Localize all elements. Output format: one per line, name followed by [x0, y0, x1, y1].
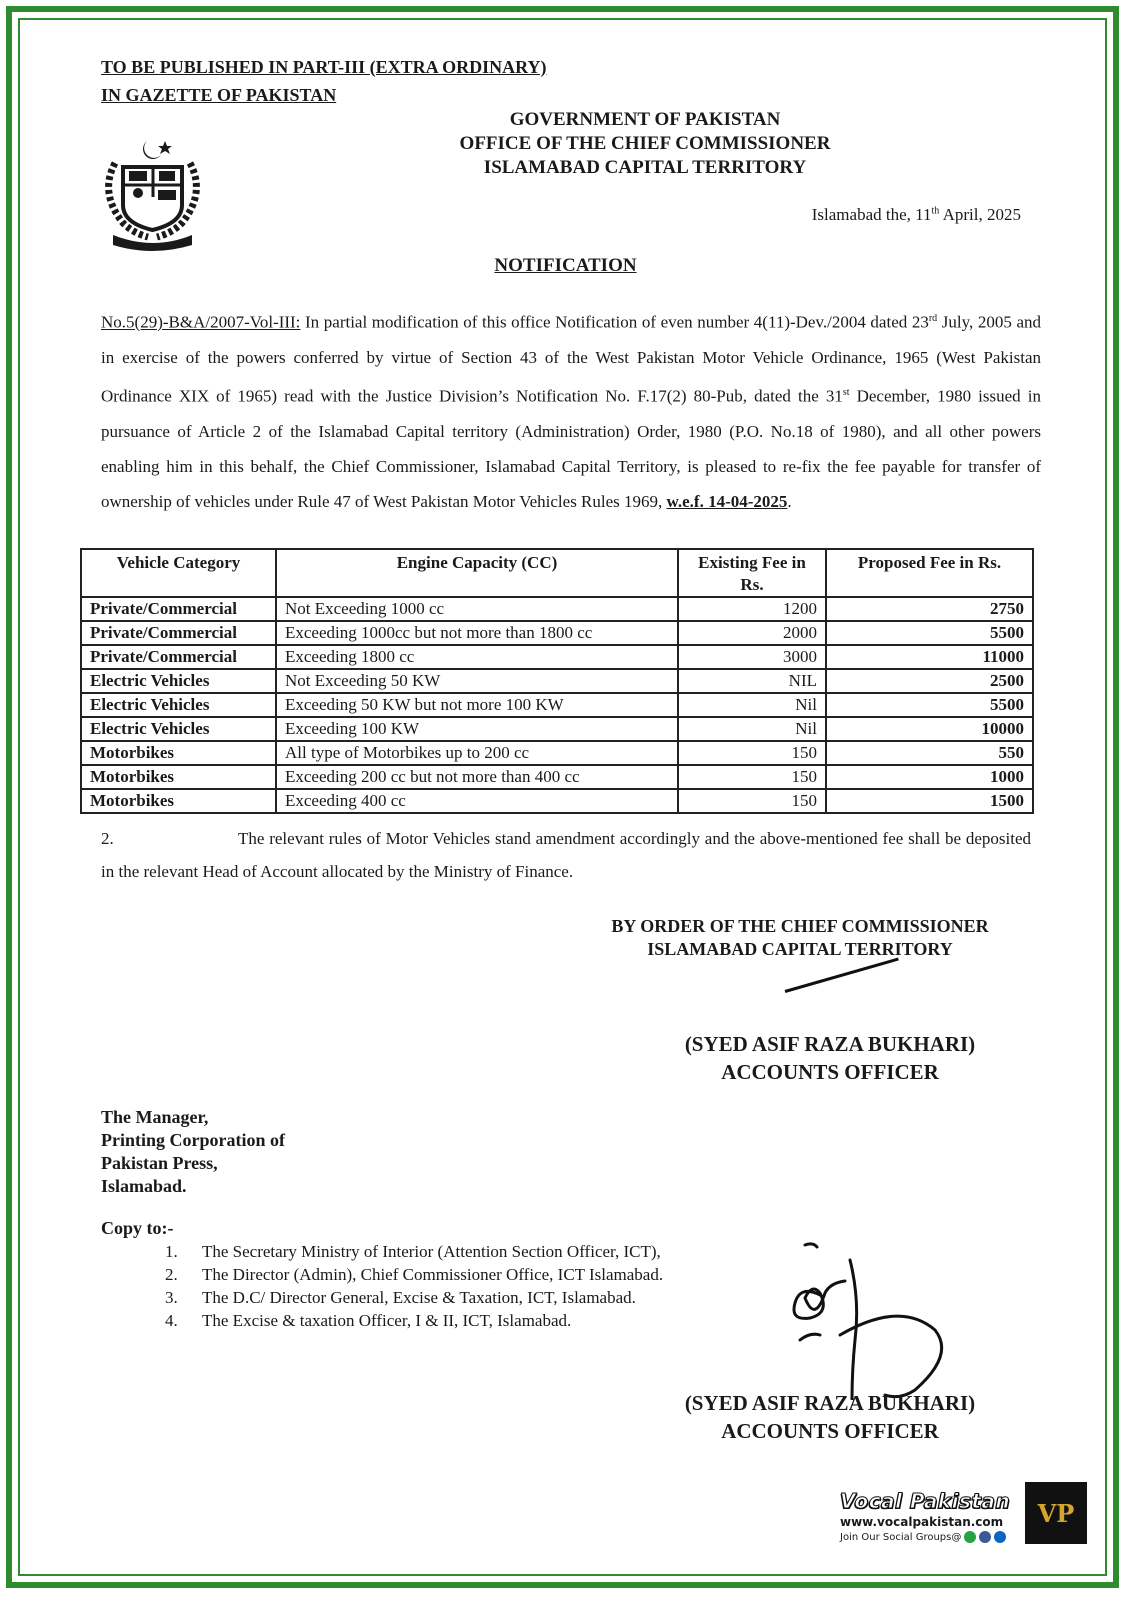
watermark-social: Join Our Social Groups@: [840, 1531, 1020, 1543]
officer-block-2: [620, 1389, 1040, 1445]
list-item: 1. The Secretary Ministry of Interior (Attention Section Officer, ICT),: [165, 1242, 661, 1261]
cell-existing: 150: [678, 789, 826, 813]
watermark-logo: [840, 1489, 1020, 1543]
list-item: 2. The Director (Admin), Chief Commissioner Office, ICT Islamabad.: [165, 1265, 664, 1284]
table-header-category: Vehicle Category: [81, 549, 276, 597]
cell-proposed: 11000: [826, 645, 1033, 669]
table-row: [81, 597, 1033, 621]
cell-category: Electric Vehicles: [81, 669, 276, 693]
watermark-badge: VP: [1025, 1482, 1087, 1544]
cell-existing: 150: [678, 741, 826, 765]
cell-category: Electric Vehicles: [81, 693, 276, 717]
order-line-2: ISLAMABAD CAPITAL TERRITORY: [647, 939, 953, 959]
officer-block-1: [620, 1030, 1040, 1086]
cell-existing: NIL: [678, 669, 826, 693]
cell-proposed: 10000: [826, 717, 1033, 741]
officer-name: (SYED ASIF RAZA BUKHARI): [684, 1032, 976, 1056]
cell-proposed: 5500: [826, 621, 1033, 645]
cell-category: Motorbikes: [81, 765, 276, 789]
facebook-icon: [979, 1531, 991, 1543]
header-line-2: OFFICE OF THE CHIEF COMMISSIONER: [459, 133, 831, 154]
cell-capacity: Exceeding 1000cc but not more than 1800 cc: [276, 621, 678, 645]
officer-designation-2: ACCOUNTS OFFICER: [721, 1419, 939, 1443]
list-item: 4. The Excise & taxation Officer, I & II, ICT, Islamabad.: [165, 1311, 572, 1330]
watermark-name: Vocal Pakistan: [840, 1489, 1011, 1513]
officer-designation: ACCOUNTS OFFICER: [721, 1060, 939, 1084]
cell-capacity: Exceeding 1800 cc: [276, 645, 678, 669]
page-title: NOTIFICATION: [494, 255, 637, 276]
table-header-proposed: Proposed Fee in Rs.: [826, 549, 1033, 597]
publication-line-1: TO BE PUBLISHED IN PART-III (EXTRA ORDINARY): [101, 57, 547, 77]
cell-capacity: Not Exceeding 50 KW: [276, 669, 678, 693]
table-row: [81, 645, 1033, 669]
table-row: [81, 789, 1033, 813]
linkedin-icon: [994, 1531, 1006, 1543]
watermark-url: www.vocalpakistan.com: [840, 1515, 1004, 1529]
effective-date: w.e.f. 14-04-2025: [666, 492, 788, 512]
cell-existing: 3000: [678, 645, 826, 669]
officer-name-2: (SYED ASIF RAZA BUKHARI): [684, 1391, 976, 1415]
notification-date: Islamabad the, 11th April, 2025: [811, 205, 1021, 224]
cell-existing: Nil: [678, 693, 826, 717]
table-row: [81, 669, 1033, 693]
pakistan-emblem-icon: [95, 135, 210, 255]
table-row: [81, 693, 1033, 717]
cell-category: Private/Commercial: [81, 597, 276, 621]
table-header-capacity: Engine Capacity (CC): [276, 549, 678, 597]
cell-proposed: 550: [826, 741, 1033, 765]
table-header-existing: Existing Fee in Rs.: [678, 549, 826, 597]
copy-to-list: [165, 1240, 663, 1332]
notification-body: No.5(29)-B&A/2007-Vol-III: In partial modification of this office Notification of even number 4(11)-Dev./2004 dated 23rd July, 2005 and in exercise of the powers conferred by virtue of Section 43 of the West Pakistan Motor Vehicle Ordinance, 1965 (West Pakistan Ordinance XIX of 1965) read with the Justice Division’s Notification No. F.17(2) 80-Pub, dated the 31st December, 1980 issued in pursuance of Article 2 of the Islamabad Capital territory (Administration) Order, 1980 (P.O. No.18 of 1980), and all other powers enabling him in this behalf, the Chief Commissioner, Islamabad Capital Territory, is pleased to re-fix the fee payable for transfer of ownership of vehicles under Rule 47 of West Pakistan Motor Vehicles Rules 1969, w.e.f. 14-04-2025.: [101, 312, 1042, 512]
cell-capacity: All type of Motorbikes up to 200 cc: [276, 741, 678, 765]
cell-capacity: Exceeding 400 cc: [276, 789, 678, 813]
publication-line-2: IN GAZETTE OF PAKISTAN: [101, 85, 337, 105]
cell-proposed: 5500: [826, 693, 1033, 717]
cell-category: Private/Commercial: [81, 645, 276, 669]
cell-proposed: 2500: [826, 669, 1033, 693]
copy-to-heading: Copy to:-: [101, 1218, 174, 1238]
order-block: [560, 915, 1040, 961]
cell-category: Motorbikes: [81, 741, 276, 765]
cell-proposed: 1500: [826, 789, 1033, 813]
header-line-1: GOVERNMENT OF PAKISTAN: [509, 109, 781, 130]
table-row: [81, 741, 1033, 765]
table-row: [81, 717, 1033, 741]
cell-capacity: Not Exceeding 1000 cc: [276, 597, 678, 621]
whatsapp-icon: [964, 1531, 976, 1543]
order-line-1: BY ORDER OF THE CHIEF COMMISSIONER: [611, 916, 989, 936]
header-line-3: ISLAMABAD CAPITAL TERRITORY: [483, 157, 807, 178]
recipient-address: The Manager, Printing Corporation of Pakistan Press, Islamabad.: [101, 1107, 285, 1196]
cell-category: Motorbikes: [81, 789, 276, 813]
cell-existing: 150: [678, 765, 826, 789]
cell-existing: Nil: [678, 717, 826, 741]
cell-proposed: 2750: [826, 597, 1033, 621]
cell-capacity: Exceeding 100 KW: [276, 717, 678, 741]
cell-capacity: Exceeding 50 KW but not more 100 KW: [276, 693, 678, 717]
notification-reference: No.5(29)-B&A/2007-Vol-III:: [101, 312, 301, 332]
cell-existing: 2000: [678, 621, 826, 645]
list-item: 3. The D.C/ Director General, Excise & Taxation, ICT, Islamabad.: [165, 1288, 636, 1307]
cell-existing: 1200: [678, 597, 826, 621]
signature-icon: [770, 1240, 970, 1400]
paragraph-2: 2. The relevant rules of Motor Vehicles stand amendment accordingly and the above-mentioned fee shall be deposited in the relevant Head of Account allocated by the Ministry of Finance.: [101, 829, 1031, 881]
cell-category: Electric Vehicles: [81, 717, 276, 741]
fee-table: [80, 548, 1034, 814]
cell-proposed: 1000: [826, 765, 1033, 789]
cell-capacity: Exceeding 200 cc but not more than 400 cc: [276, 765, 678, 789]
table-row: [81, 621, 1033, 645]
cell-category: Private/Commercial: [81, 621, 276, 645]
table-row: [81, 765, 1033, 789]
